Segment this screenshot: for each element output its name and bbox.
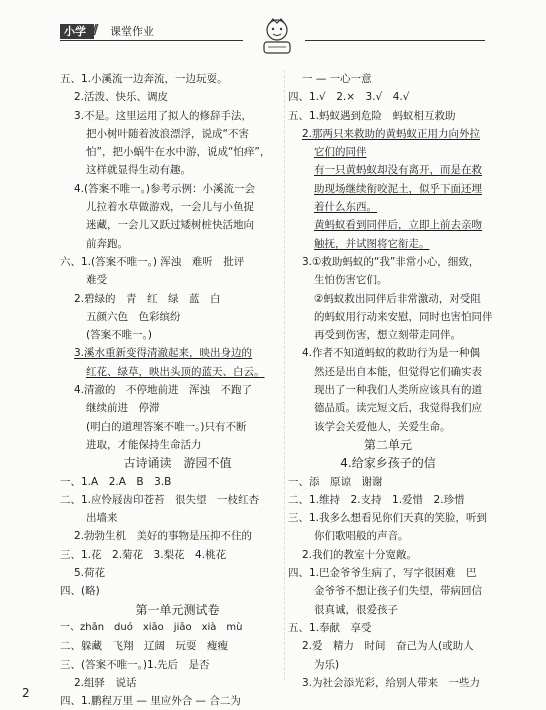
- answer-line: 2.勃勃生机 美好的事物是压抑不住的: [74, 530, 253, 543]
- answer-line: 五颜六色 色彩缤纷: [86, 310, 181, 323]
- answer-line: ②蚂蚁救出同伴后非常激动，对受阻: [314, 292, 481, 305]
- answer-line: 为乐): [314, 658, 340, 671]
- answer-line: 4.作者不知道蚂蚁的救助行为是一种偶: [302, 347, 481, 360]
- answer-line: 五、1.蚂蚁遇到危险 蚂蚁相互救助: [288, 109, 456, 122]
- answer-line: 一、zhǎn duó xiāo jiāo xià mù: [60, 621, 243, 633]
- answer-line: 的蚂蚁用行动来安慰，同时也害怕同伴: [314, 310, 493, 323]
- mascot-icon: [253, 16, 301, 56]
- answer-line: 五、1.奉献 享受: [288, 621, 372, 634]
- answer-line: 2.爱 精力 时间 奋己为人(或助人: [302, 640, 474, 653]
- answer-line: (答案不唯一。): [86, 329, 152, 342]
- answer-line: 四、1.鹏程万里 — 里应外合 — 合二为: [60, 695, 241, 708]
- answer-line: 五、1.小溪流一边奔流，一边玩耍。: [60, 73, 228, 85]
- answer-line: 黄蚂蚁看到同伴后，立即上前去亲吻: [314, 219, 482, 232]
- answer-line: 四、1.√ 2.× 3.√ 4.√: [288, 91, 410, 104]
- answer-line: 继续前进 停滞: [86, 402, 160, 415]
- answer-line: 三、1.花 2.菊花 3.梨花 4.桃花: [60, 548, 227, 561]
- left-column: [60, 70, 295, 710]
- answer-line: 红花、绿草，映出头顶的蓝天、白云。: [86, 365, 265, 378]
- answer-line: 三、(答案不唯一。)1.先后 是否: [60, 658, 210, 671]
- answer-line: 4.清澈的 不停地前进 浑浊 不跑了: [74, 384, 253, 397]
- answer-line: 它们的同伴: [314, 146, 367, 159]
- slash-icon: //: [92, 23, 96, 38]
- answer-line: 出墙来: [86, 512, 118, 525]
- answer-line: 一、添 原谅 谢谢: [288, 475, 383, 488]
- section-title: 第一单元测试卷: [135, 602, 220, 617]
- answer-line: 二、1.维持 2.支持 1.爱惜 2.珍惜: [288, 493, 465, 506]
- answer-line: 二、躲藏 飞翔 辽阔 玩耍 瘦瘦: [60, 640, 228, 653]
- lesson-title: 4.给家乡孩子的信: [340, 456, 436, 471]
- answer-line: 2.组驿 说话: [74, 676, 137, 689]
- answer-line: 触抚，并试图将它衔走。: [314, 237, 430, 250]
- section-title: 古诗诵读 游园不值: [123, 456, 232, 471]
- answer-line: 四、1.巴金爷爷生病了，写字很困难 巴: [288, 567, 477, 580]
- answer-line: 2.那两只来救助的黄蚂蚁正用力向外拉: [302, 127, 481, 140]
- answer-line: 一 — 一心一意: [302, 73, 372, 85]
- answer-line: 3.①救助蚂蚁的“我”非常小心，细致，: [302, 255, 480, 268]
- answer-line: 迷藏，一会儿又跃过矮树桩快活地向: [86, 219, 254, 232]
- answer-line: 着什么东西。: [314, 201, 377, 214]
- unit-title: 第二单元: [363, 437, 412, 452]
- answer-line: 你们歌唱般的声音。: [314, 530, 409, 543]
- answer-line: 把小树叶随着波浪漂浮，说成“不害: [86, 127, 249, 140]
- answer-line: 怕”，把小蜗牛在水中游，说成“怕痒”，: [86, 146, 271, 159]
- answer-line: 现出了一种我们人类所应该具有的道: [314, 384, 482, 397]
- answer-line: 有一只黄蚂蚁却没有离开，而是在救: [314, 164, 482, 177]
- answer-line: 四、(略): [60, 585, 100, 598]
- answer-line: 二、1.应怜屐齿印苍苔 很失望 一枝红杏: [60, 493, 260, 506]
- answer-line: 前奔跑。: [86, 237, 128, 250]
- answer-line: 然还是出自本能，但觉得它们确实表: [314, 365, 482, 378]
- page-number: 2: [22, 686, 30, 700]
- answer-line: 3.溪水重新变得清澈起来，映出身边的: [74, 347, 253, 360]
- answer-line: 三、1.我多么想看见你们天真的笑脸，听到: [288, 512, 488, 525]
- answer-line: 金爷爷不想让孩子们失望，带病回信: [314, 585, 482, 598]
- answer-line: 该学会关爱他人，关爱生命。: [314, 420, 451, 433]
- answer-line: 2.碧绿的 青 红 绿 蓝 白: [74, 292, 221, 305]
- answer-line: 进取，才能保持生命活力: [86, 438, 202, 451]
- answer-line: 很真诚，很爱孩子: [314, 603, 398, 616]
- answer-line: 这样就显得生动有趣。: [86, 164, 191, 177]
- header-title: 课堂作业: [110, 25, 154, 38]
- answer-line: 生怕伤害它们。: [314, 274, 388, 287]
- answer-line: 再受到伤害，想立刻带走同伴。: [314, 329, 461, 342]
- answer-line: 德品质。读完短文后，我觉得我们应: [314, 402, 482, 415]
- answer-line: 2.活泼、快乐、调皮: [74, 91, 169, 104]
- answer-line: 5.荷花: [74, 567, 106, 580]
- answer-line: 2.我们的教室十分宽敞。: [302, 548, 418, 561]
- page-header: [0, 0, 546, 62]
- answer-line: 3.为社会添光彩，给别人带来 一些力: [302, 676, 481, 689]
- grade-tab: 小学: [60, 24, 94, 39]
- answer-line: 助现场继续衔咬泥土，似乎下面还埋: [314, 182, 482, 195]
- answer-line: 4.(答案不唯一。)参考示例：小溪流一会: [74, 182, 255, 195]
- answer-line: 3.不是。这里运用了拟人的修辞手法，: [74, 109, 253, 122]
- answer-line: (明白的道理答案不唯一。)只有不断: [86, 420, 247, 433]
- header-rule-right: [305, 40, 485, 41]
- header-rule-left: [60, 40, 243, 41]
- answer-line: 难受: [86, 274, 107, 287]
- right-column: [288, 70, 493, 692]
- answer-line: 六、1.(答案不唯一。) 浑浊 难听 批评: [60, 255, 245, 268]
- answer-line: 一、1.A 2.A B 3.B: [60, 475, 172, 488]
- answer-line: 儿拉着水草做游戏，一会儿与小鱼捉: [86, 201, 254, 214]
